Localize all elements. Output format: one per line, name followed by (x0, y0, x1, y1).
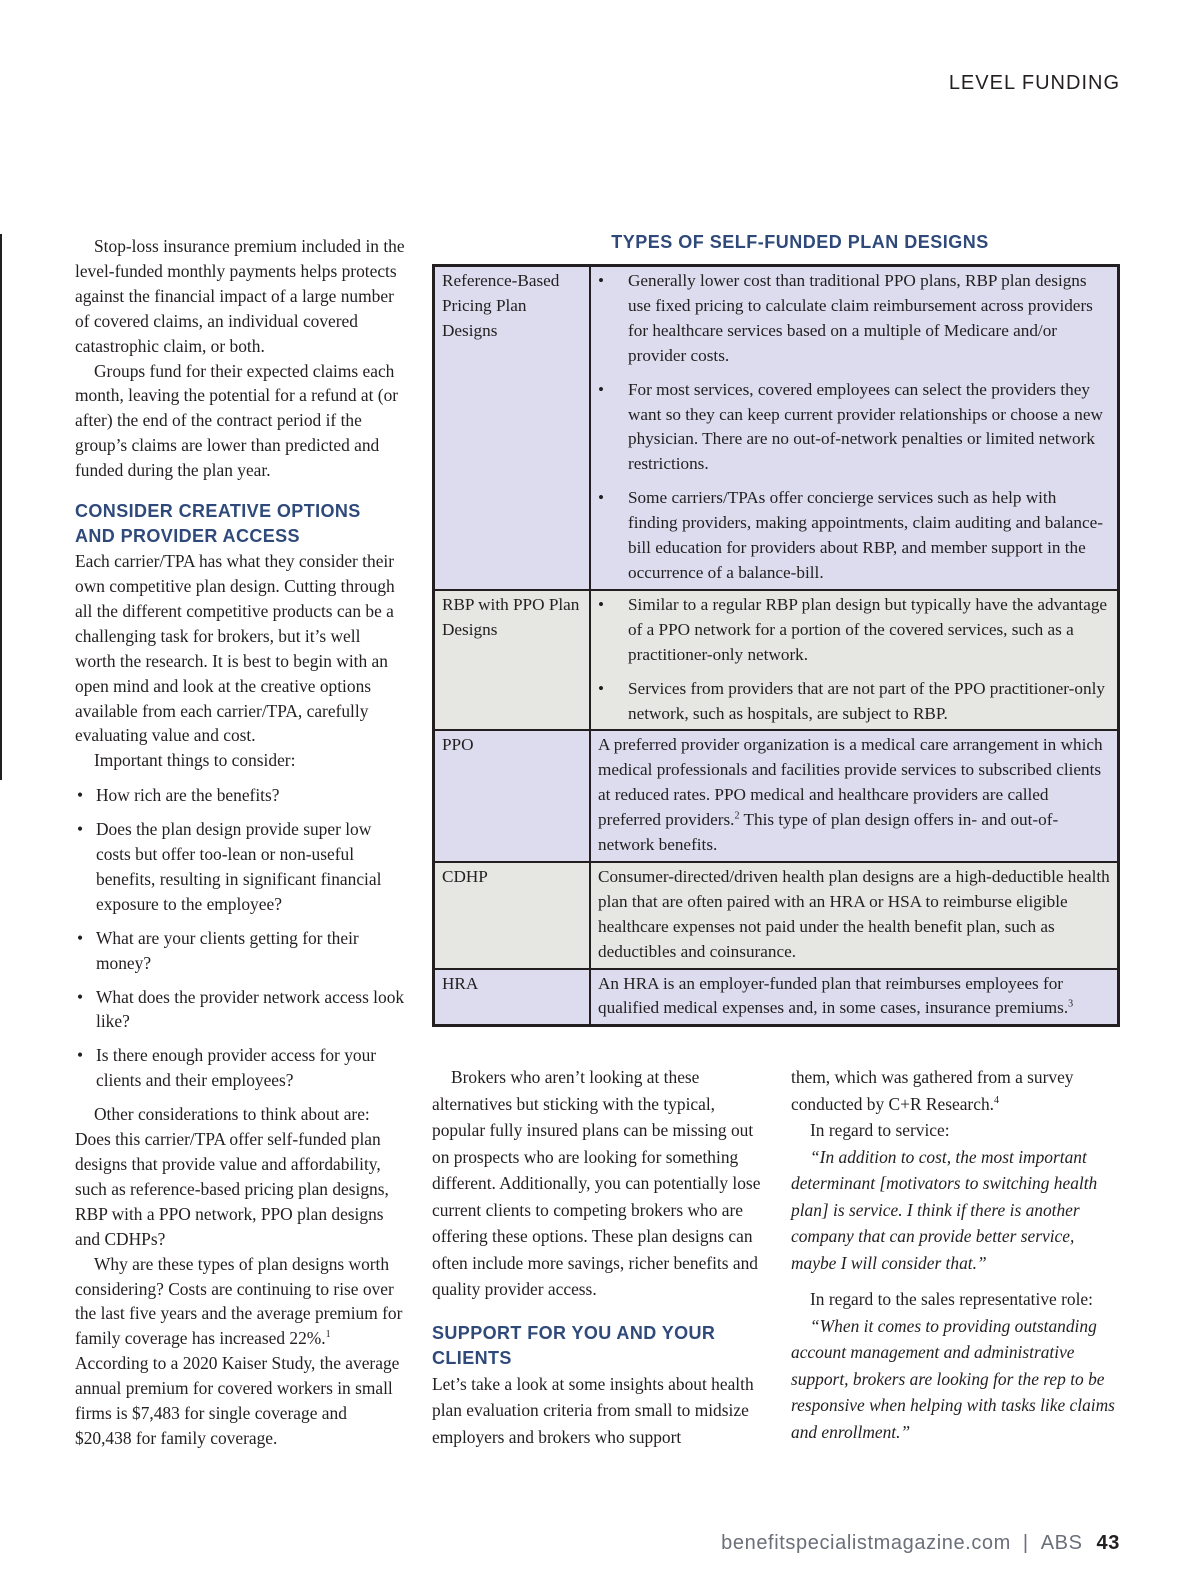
plan-name: Reference-Based Pricing Plan Designs (434, 266, 591, 590)
table-row (434, 969, 1119, 1026)
footnote-ref: 2 (734, 810, 740, 822)
considerations-list (75, 783, 405, 1093)
publication: ABS (1040, 1532, 1083, 1554)
list-item: • What are your clients getting for their money? (75, 926, 405, 976)
right-column (791, 1064, 1121, 1445)
paragraph: Other considerations to think about are: Does this carrier/TPA offer self-funded plan designs that provide value and affordability, such as reference-based pricing plan designs, RBP with a PPO network, PPO plan designs and CDHPs? (75, 1104, 389, 1249)
footnote-ref: 3 (1068, 998, 1074, 1010)
paragraph: Stop-loss insurance premium included in the level-funded monthly payments helps protects against the financial impact of a large number of covered claims, an individual covered catastrophic claim, or both. (75, 236, 405, 356)
list-item: • Does the plan design provide super low costs but offer too-lean or non-useful benefits, resulting in significant financial exposure to the employee? (75, 817, 405, 917)
plan-description (590, 590, 1119, 731)
table-row (434, 730, 1119, 862)
footnote-ref: 1 (325, 1329, 331, 1341)
paragraph: Each carrier/TPA has what they consider their own competitive plan design. Cutting through all the different competitive products can be a challenging task for brokers, but it’s well worth the research. It is best to begin with an open mind and look at the creative options available from each carrier/TPA, carefully evaluating value and cost. (75, 551, 395, 746)
website: benefitspecialistmagazine.com (721, 1532, 1011, 1554)
plan-description: Consumer-directed/driven health plan designs are a high-deductible health plan that are often paired with an HRA or HSA to reimburse eligible healthcare expenses not paid under the health benefit plan, such as deductibles and coinsurance. (590, 862, 1119, 969)
plan-description (590, 266, 1119, 590)
list-item: • For most services, covered employees can select the providers they want so they can keep current provider relationships or choose a new physician. There are no out-of-network penalties or limited network restrictions. (598, 378, 1110, 478)
text: Why are these types of plan designs worth considering? Costs are continuing to rise over the last five years and the average premium for family coverage has increased 22%. (75, 1253, 403, 1349)
page-number: 43 (1096, 1532, 1120, 1554)
list-item: • Some carriers/TPAs offer concierge services such as help with finding providers, making appointments, claim auditing and balance-bill education for providers about RBP, and member support in the occurrence of a balance-bill. (598, 486, 1110, 586)
plan-name: HRA (434, 969, 591, 1026)
left-column (75, 234, 405, 1451)
page-footer (721, 1532, 1120, 1555)
margin-rule (0, 234, 2, 780)
text: An HRA is an employer-funded plan that reimburses employees for qualified medical expenses and, in some cases, insurance premiums. (598, 973, 1069, 1018)
list-item: • Similar to a regular RBP plan design but typically have the advantage of a PPO network for a portion of the covered services, such as a practitioner-only network. (598, 593, 1110, 668)
table-row (434, 590, 1119, 731)
paragraph: Let’s take a look at some insights about health plan evaluation criteria from small to midsize employers and brokers who support (432, 1373, 754, 1447)
table-row (434, 266, 1119, 590)
plan-description (590, 969, 1119, 1026)
text: A preferred provider organization is a medical care arrangement in which medical professionals and facilities provide services to subscribed clients at reduced rates. PPO medical and healthcare providers are called preferred providers. (598, 735, 1103, 830)
footnote-ref: 4 (993, 1094, 999, 1106)
paragraph: Important things to consider: (94, 750, 296, 771)
table-row (434, 862, 1119, 969)
list-item: • How rich are the benefits? (75, 783, 405, 808)
paragraph (791, 1064, 1121, 1117)
list-item: • Services from providers that are not part of the PPO practitioner-only network, such as hospitals, are subject to RBP. (598, 677, 1110, 727)
section-heading: CONSIDER CREATIVE OPTIONS AND PROVIDER ACCESS (75, 501, 361, 547)
plan-name: RBP with PPO Plan Designs (434, 590, 591, 731)
section-heading: SUPPORT FOR YOU AND YOUR CLIENTS (432, 1322, 716, 1368)
list-item: • Generally lower cost than traditional PPO plans, RBP plan designs use fixed pricing to calculate claim reimbursement across providers for healthcare services based on a multiple of Medicare and/or provider costs. (598, 269, 1110, 369)
list-item: • Is there enough provider access for your clients and their employees? (75, 1043, 405, 1093)
section-tag: LEVEL FUNDING (948, 72, 1120, 94)
table-title: TYPES OF SELF-FUNDED PLAN DESIGNS (611, 232, 989, 252)
paragraph: In regard to the sales representative role: (810, 1289, 1093, 1309)
text: This type of plan design offers in- and out-of-network benefits. (598, 810, 1059, 855)
text: them, which was gathered from a survey conducted by C+R Research. (791, 1067, 1074, 1114)
paragraph: Brokers who aren’t looking at these alternatives but sticking with the typical, popular fully insured plans can be missing out on prospects who are looking for something different. Additionally, you can potentially lose current clients to competing brokers who are offering these options. These plan designs can often include more savings, richer benefits and quality provider access. (432, 1067, 761, 1299)
plan-name: PPO (434, 730, 591, 862)
text: According to a 2020 Kaiser Study, the average annual premium for covered workers in small firms is $7,483 for single coverage and $20,438 for family coverage. (75, 1353, 400, 1448)
middle-column (432, 1064, 764, 1450)
paragraph: In regard to service: (810, 1120, 950, 1140)
paragraph (75, 1252, 405, 1451)
quote: “In addition to cost, the most important determinant [motivators to switching health plan] is service. I think if there is another company that can provide better service, maybe I will consider that.” (791, 1146, 1098, 1273)
separator: | (1022, 1532, 1029, 1554)
paragraph: Groups fund for their expected claims each month, leaving the potential for a refund at (or after) the end of the contract period if the group’s claims are lower than predicted and funded during the plan year. (75, 360, 399, 481)
quote: “When it comes to providing outstanding account management and administrative support, brokers are looking for the rep to be responsive when helping with tasks like claims and enrollment.” (791, 1315, 1115, 1442)
plan-name: CDHP (434, 862, 591, 969)
plan-designs-table (432, 264, 1120, 1027)
plan-description (590, 730, 1119, 862)
list-item: • What does the provider network access look like? (75, 985, 405, 1035)
